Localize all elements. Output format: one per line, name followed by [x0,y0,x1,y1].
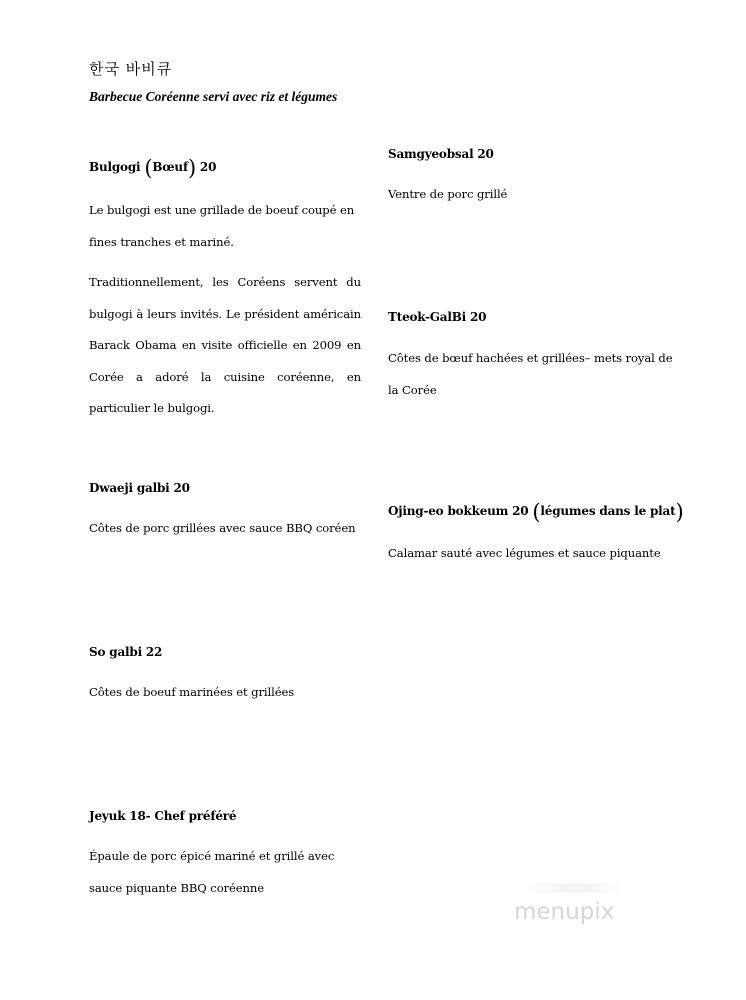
item-title-ojing-eo-bokkeum: Ojing-eo bokkeum 20 (légumes dans le plat) [388,500,684,524]
item-desc-tteok-galbi: Côtes de bœuf hachées et grillées– mets royal de la Corée [388,351,673,397]
item-desc-bulgogi-1: Le bulgogi est une grillade de boeuf coupé en fines tranches et mariné. [89,203,355,249]
item-title-dwaeji-galbi: Dwaeji galbi 20 [89,481,190,495]
item-name: Bulgogi [89,160,141,174]
watermark-shadow [520,883,630,893]
item-desc-so-galbi: Côtes de boeuf marinées et grillées [89,685,295,699]
item-desc-bulgogi-2: Traditionnellement, les Coréens servent du bulgogi à leurs invités. Le président américain Barack Obama en visite officielle en 2009 en Corée a adoré la cuisine coréenne, en particulier le bulgogi. [89,275,361,415]
item-desc-dwaeji-galbi: Côtes de porc grillées avec sauce BBQ coréen [89,521,356,535]
korean-title: 한국 바비큐 [89,60,173,78]
item-title-jeyuk: Jeyuk 18- Chef préféré [89,809,237,823]
item-title-tteok-galbi: Tteok-GalBi 20 [388,310,487,324]
menu-subtitle: Barbecue Coréenne servi avec riz et légumes [89,89,338,104]
item-desc-samgyeobsal: Ventre de porc grillé [388,187,508,201]
item-title-bulgogi: Bulgogi (Bœuf) 20 [89,156,217,180]
item-price: 20 [199,160,217,174]
item-desc-ojing-eo-bokkeum: Calamar sauté avec légumes et sauce piquante [388,546,661,560]
item-name: Ojing-eo bokkeum 20 [388,504,529,518]
item-paren-note: Bœuf [152,160,188,174]
item-desc-jeyuk: Épaule de porc épicé mariné et grillé avec sauce piquante BBQ coréenne [89,849,335,895]
watermark: menupix [514,899,615,925]
item-title-samgyeobsal: Samgyeobsal 20 [388,147,494,161]
item-paren-note: légumes dans le plat [540,504,676,518]
item-title-so-galbi: So galbi 22 [89,645,163,659]
